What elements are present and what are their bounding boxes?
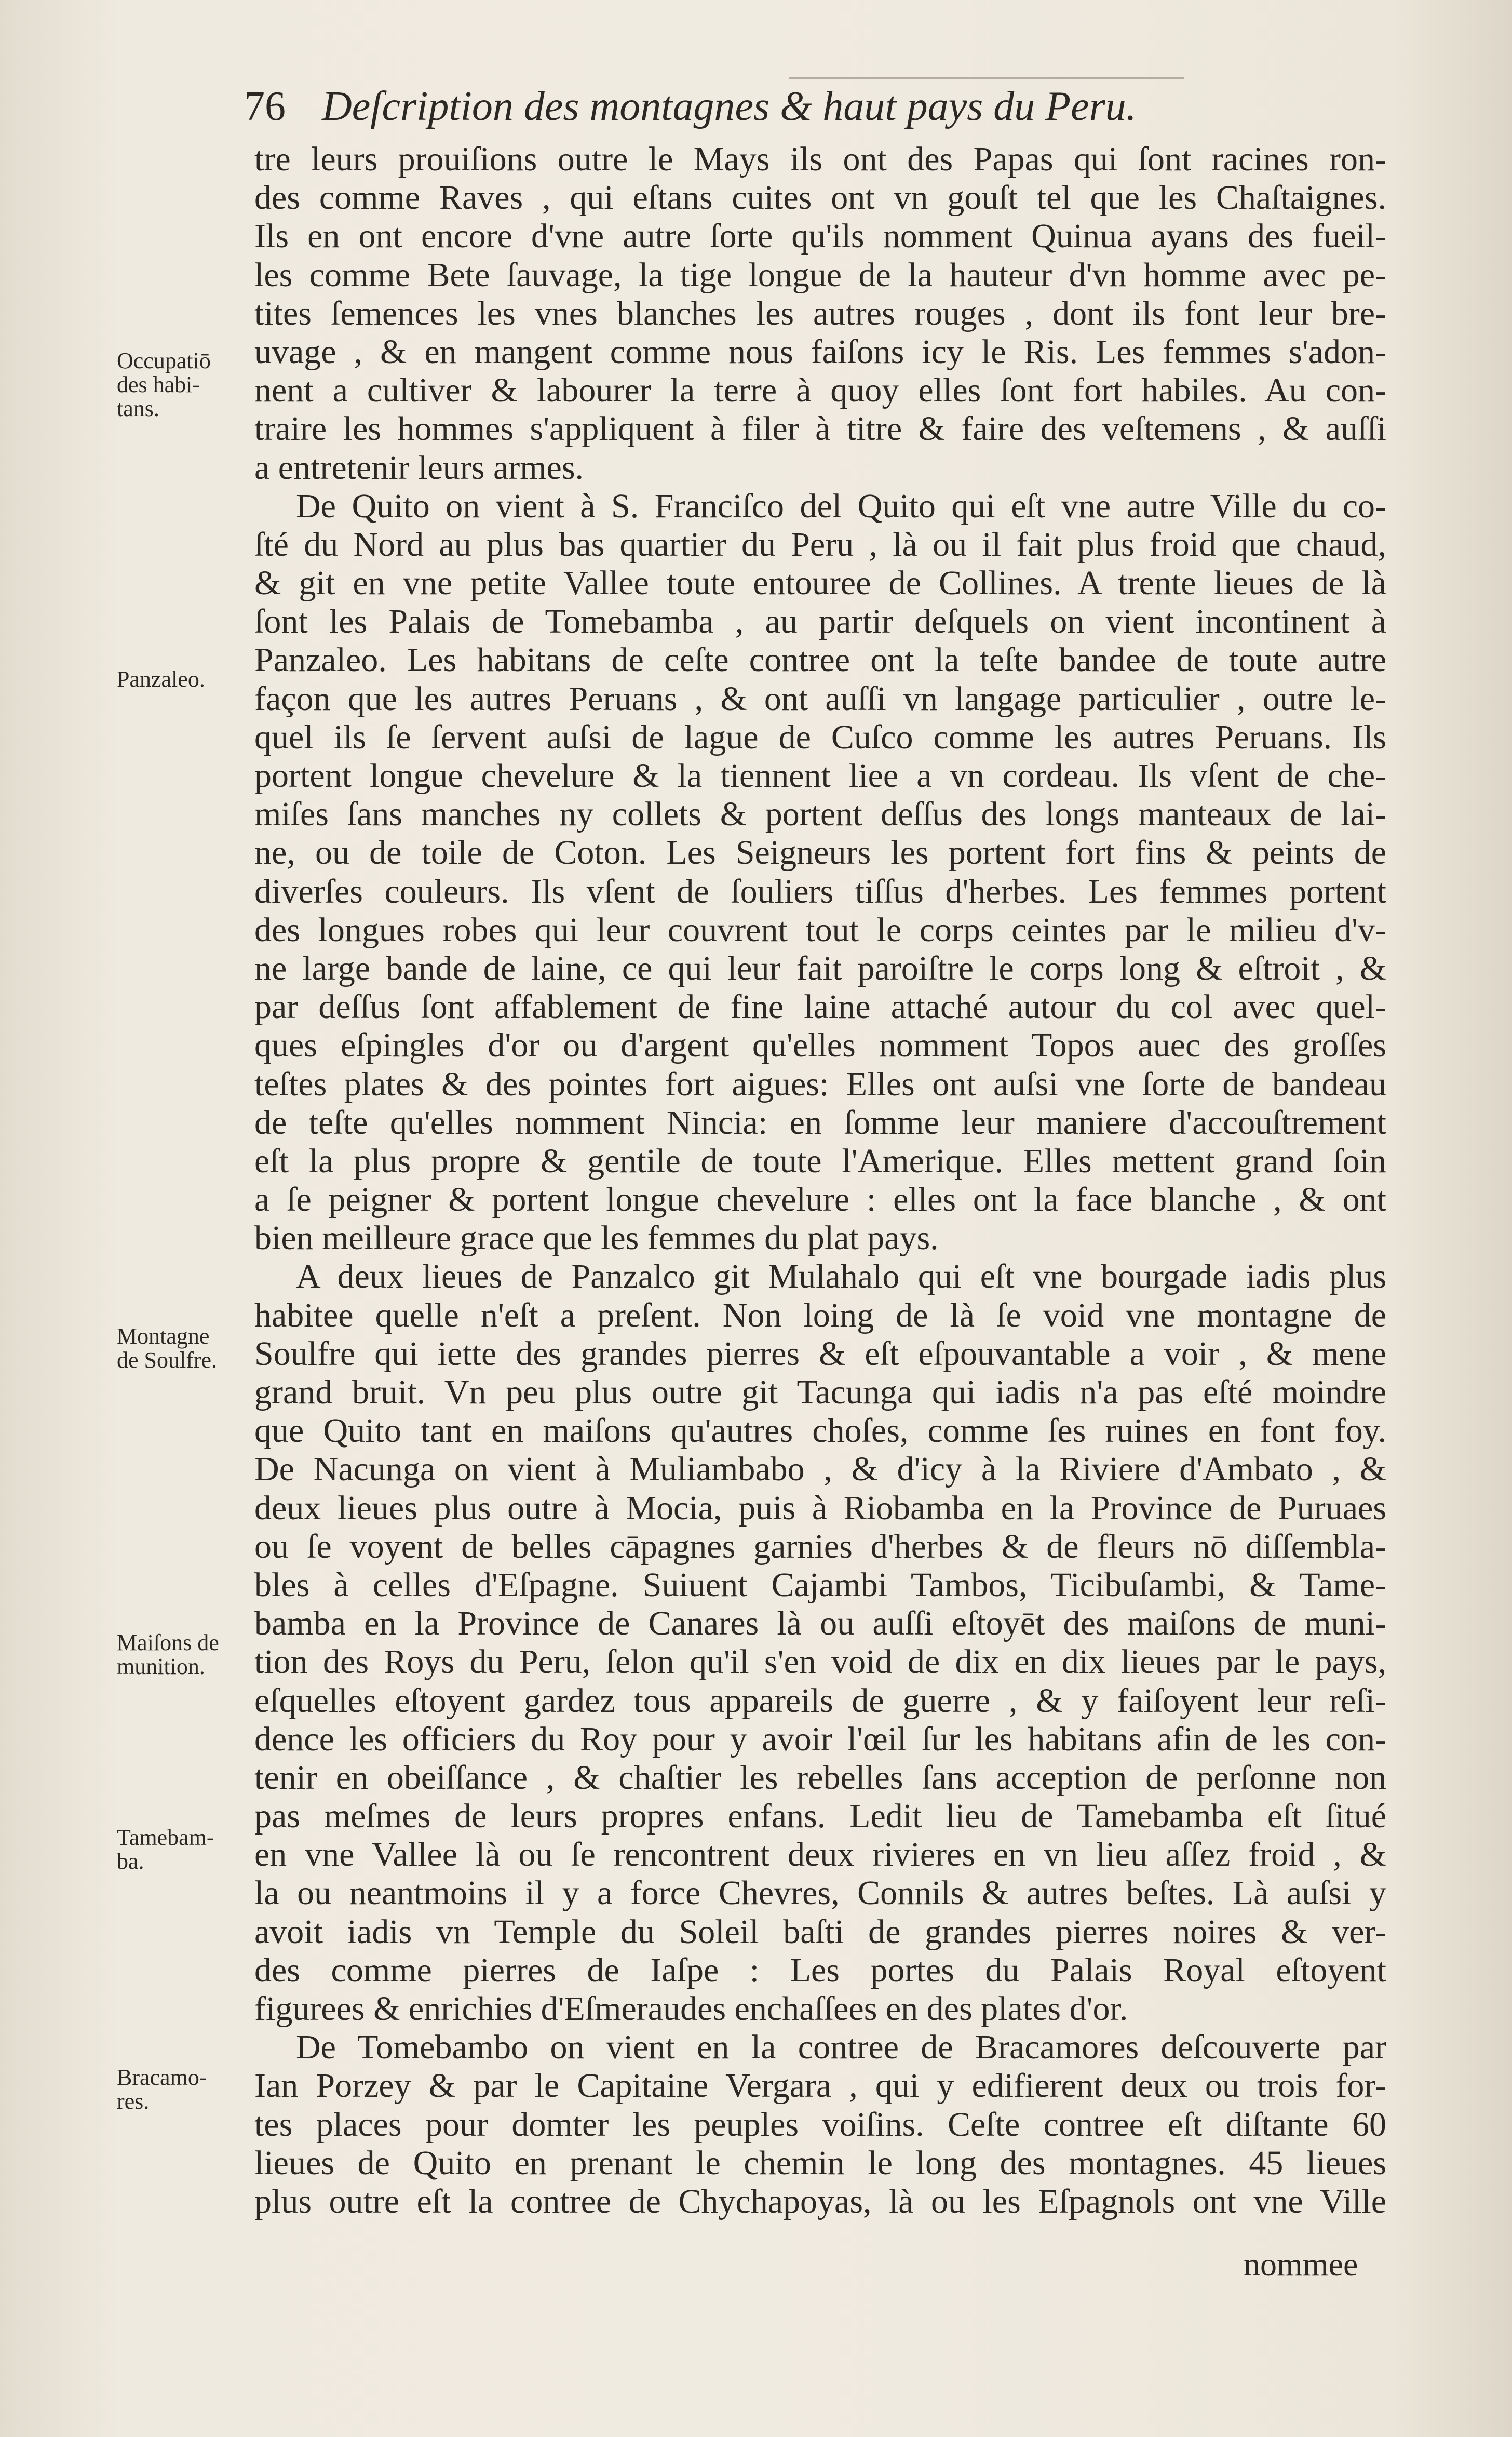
text-line: tes places pour domter les peuples voiſins. Ceſte contree eſt diſtante 60	[254, 2105, 1386, 2144]
text-line: que Quito tant en maiſons qu'autres choſes, comme ſes ruines en font foy.	[254, 1412, 1386, 1450]
text-line: a entretenir leurs armes.	[254, 448, 584, 487]
margin-note-line: Montagne	[117, 1323, 210, 1349]
text-line: bamba en la Province de Canares là ou auſſi eſtoyēt des maiſons de muni-	[254, 1604, 1386, 1643]
text-line: teſtes plates & des pointes fort aigues: Elles ont auſsi vne ſorte de bandeau	[254, 1065, 1386, 1103]
text-line: nent a cultiver & labourer la terre à quoy elles ſont fort habiles. Au con-	[254, 371, 1386, 410]
text-line: pas meſmes de leurs propres enfans. Ledit lieu de Tamebamba eſt ſitué	[254, 1797, 1386, 1836]
margin-note-maisons	[117, 1631, 247, 1679]
text-line: portent longue chevelure & la tiennent liee a vn cordeau. Ils vſent de che-	[254, 757, 1386, 795]
margin-note-tamebamba	[117, 1826, 247, 1873]
text-line: eſt la plus propre & gentile de toute l'Amerique. Elles mettent grand ſoin	[254, 1142, 1386, 1180]
text-line: De Quito on vient à S. Franciſco del Quito qui eſt vne autre Ville du co-	[296, 487, 1386, 525]
text-line: eſquelles eſtoyent gardez tous appareils de guerre , & y faiſoyent leur reſi-	[254, 1681, 1386, 1720]
text-line: miſes ſans manches ny collets & portent deſſus des longs manteaux de lai-	[254, 795, 1386, 834]
text-line: des comme Raves , qui eſtans cuites ont vn gouſt tel que les Chaſtaignes.	[254, 179, 1386, 217]
text-line: deux lieues plus outre à Mocia, puis à Riobamba en la Province de Puruaes	[254, 1489, 1386, 1527]
text-line: ques eſpingles d'or ou d'argent qu'elles nomment Topos auec des groſſes	[254, 1026, 1386, 1065]
text-line: plus outre eſt la contree de Chychapoyas, là ou les Eſpagnols ont vne Ville	[254, 2182, 1386, 2220]
margin-note-montagne	[117, 1324, 247, 1372]
text-line: De Tomebambo on vient en la contree de Bracamores deſcouverte par	[296, 2028, 1386, 2067]
text-line: quel ils ſe ſervent auſsi de lague de Cuſco comme les autres Peruans. Ils	[254, 718, 1386, 756]
text-line: bles à celles d'Eſpagne. Suiuent Cajambi Tambos, Ticibuſambi, & Tame-	[254, 1565, 1386, 1604]
text-line: tre leurs prouiſions outre le Mays ils ont des Papas qui ſont racines ron-	[254, 140, 1386, 178]
text-line: grand bruit. Vn peu plus outre git Tacunga qui iadis n'a pas eſté moindre	[254, 1373, 1386, 1411]
text-line: De Nacunga on vient à Muliambabo , & d'icy à la Riviere d'Ambato , &	[254, 1450, 1386, 1489]
margin-note-line: ba.	[117, 1849, 144, 1874]
margin-note-line: de Soulfre.	[117, 1347, 218, 1373]
margin-note-line: Maiſons de	[117, 1630, 219, 1655]
margin-note-line: des habi-	[117, 372, 200, 397]
text-line: ne large bande de laine, ce qui leur fait paroiſtre le corps long & eſtroit , &	[254, 949, 1386, 987]
text-line: en vne Vallee là ou ſe rencontrent deux rivieres en vn lieu aſſez froid , &	[254, 1836, 1386, 1874]
text-line: Panzaleo. Les habitans de ceſte contree ont la teſte bandee de toute autre	[254, 641, 1386, 679]
margin-note-line: Occupatiō	[117, 348, 211, 373]
text-line: diverſes couleurs. Ils vſent de ſouliers tiſſus d'herbes. Les femmes portent	[254, 872, 1386, 910]
text-line: Soulfre qui iette des grandes pierres & eſt eſpouvantable a voir , & mene	[254, 1334, 1386, 1373]
text-line: a ſe peigner & portent longue chevelure : elles ont la face blanche , & ont	[254, 1181, 1386, 1219]
text-line: habitee quelle n'eſt a preſent. Non loing de là ſe void vne montagne de	[254, 1296, 1386, 1334]
text-line: tites ſemences les vnes blanches les autres rouges , dont ils font leur bre-	[254, 294, 1386, 332]
text-line: par deſſus ſont affablement de fine laine attaché autour du col avec quel-	[254, 988, 1386, 1026]
text-line: ſont les Palais de Tomebamba , au partir deſquels on vient incontinent à	[254, 602, 1386, 641]
text-line: les comme Bete ſauvage, la tige longue de la hauteur d'vn homme avec pe-	[254, 256, 1386, 294]
text-line: A deux lieues de Panzalco git Mulahalo qui eſt vne bourgade iadis plus	[296, 1257, 1386, 1296]
text-line: façon que les autres Peruans , & ont auſſi vn langage particulier , outre le-	[254, 679, 1386, 718]
text-line: figurees & enrichies d'Eſmeraudes enchaſſees en des plates d'or.	[254, 1990, 1128, 2028]
text-line: ne, ou de toile de Coton. Les Seigneurs les portent fort fins & peints de	[254, 834, 1386, 872]
margin-note-occupation	[117, 349, 247, 421]
running-header	[244, 78, 1231, 135]
text-line: tion des Roys du Peru, ſelon qu'il s'en void de dix en dix lieues par le pays,	[254, 1643, 1386, 1681]
text-line: tenir en obeiſſance , & chaſtier les rebelles ſans acception de perſonne non	[254, 1758, 1386, 1797]
text-line: des longues robes qui leur couvrent tout le corps ceintes par le milieu d'v-	[254, 910, 1386, 949]
margin-note-line: Tamebam-	[117, 1825, 214, 1850]
text-line: traire les hommes s'appliquent à filer à titre & faire des veſtemens , & auſſi	[254, 410, 1386, 448]
margin-note-line: res.	[117, 2088, 150, 2114]
text-line: avoit iadis vn Temple du Soleil baſti de grandes pierres noires & ver-	[254, 1912, 1386, 1951]
margin-note-bracamores	[117, 2066, 247, 2113]
text-line: la ou neantmoins il y a force Chevres, Connils & autres beſtes. Là auſsi y	[254, 1874, 1386, 1912]
margin-note-line: tans.	[117, 396, 159, 421]
text-line: dence les officiers du Roy pour y avoir l'œil ſur les habitans afin de les con-	[254, 1720, 1386, 1758]
page-number: 76	[244, 84, 286, 129]
text-line: bien meilleure grace que les femmes du plat pays.	[254, 1219, 939, 1257]
catchword: nommee	[1244, 2246, 1358, 2283]
text-line: ſté du Nord au plus bas quartier du Peru , là ou il fait plus froid que chaud,	[254, 525, 1386, 564]
running-title: Deſcription des montagnes & haut pays du Peru.	[322, 84, 1137, 129]
text-line: Ian Porzey & par le Capitaine Vergara , qui y edifierent deux ou trois for-	[254, 2067, 1386, 2105]
text-line: de teſte qu'elles nomment Nincia: en ſomme leur maniere d'accouſtrement	[254, 1103, 1386, 1142]
margin-note-panzaleo	[117, 667, 247, 691]
margin-note-line: munition.	[117, 1654, 205, 1679]
text-line: & git en vne petite Vallee toute entouree de Collines. A trente lieues de là	[254, 564, 1386, 602]
text-line: lieues de Quito en prenant le chemin le long des montagnes. 45 lieues	[254, 2144, 1386, 2182]
text-line: Ils en ont encore d'vne autre ſorte qu'ils nomment Quinua ayans des fueil-	[254, 217, 1386, 256]
text-line: des comme pierres de Iaſpe : Les portes du Palais Royal eſtoyent	[254, 1951, 1386, 1989]
body-text	[254, 140, 1386, 2221]
margin-note-line: Bracamo-	[117, 2065, 207, 2090]
margin-note-line: Panzaleo.	[117, 666, 205, 692]
text-line: ou ſe voyent de belles cāpagnes garnies d'herbes & de fleurs nō diſſembla-	[254, 1527, 1386, 1565]
text-line: uvage , & en mangent comme nous faiſons icy le Ris. Les femmes s'adon-	[254, 332, 1386, 371]
